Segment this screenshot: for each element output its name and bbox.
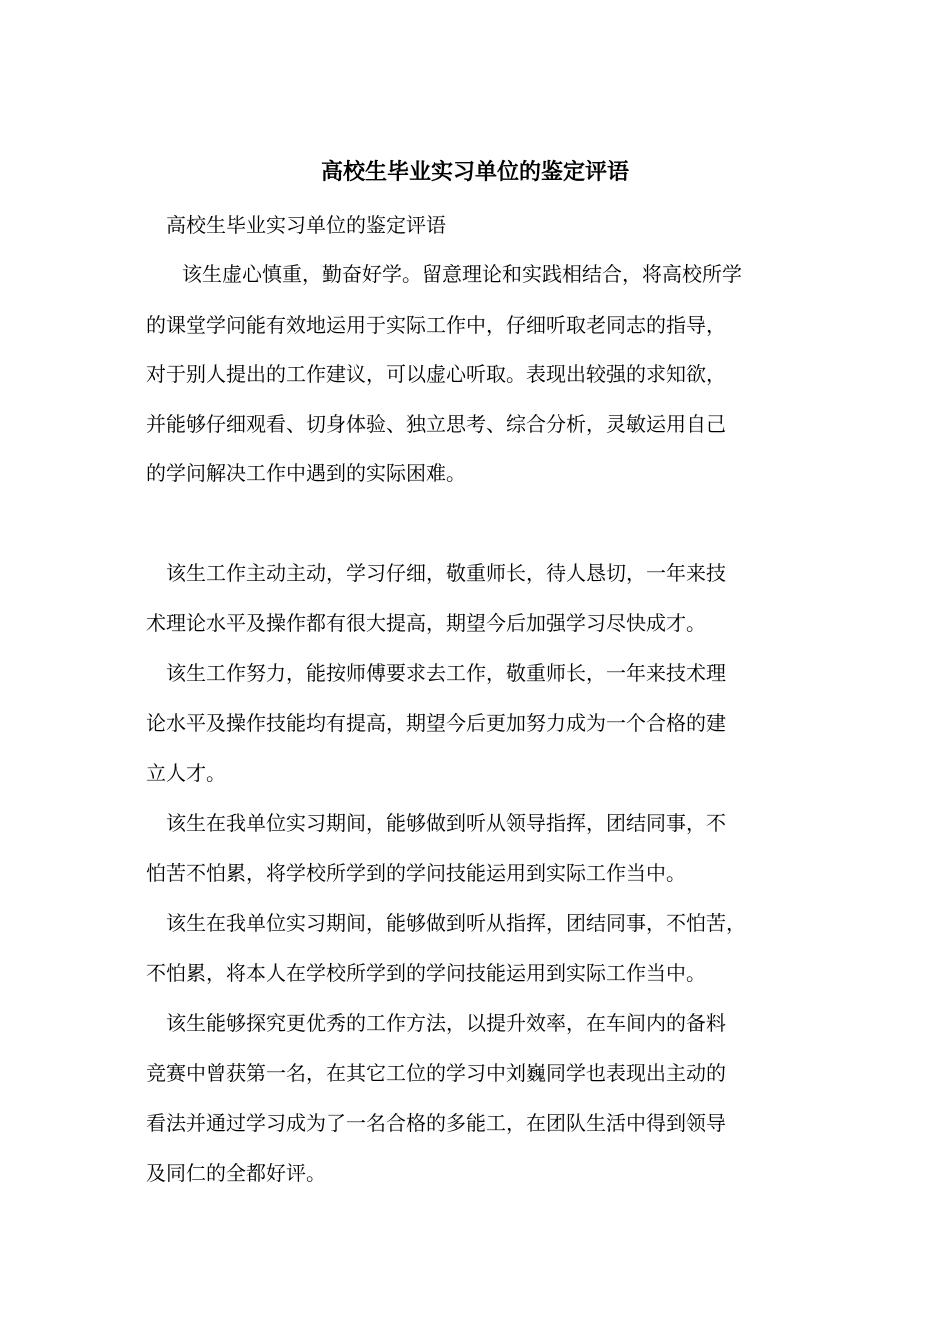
paragraph-line: 对于别人提出的工作建议，可以虚心听取。表现出较强的求知欲， — [146, 362, 726, 386]
document-subtitle: 高校生毕业实习单位的鉴定评语 — [166, 213, 446, 237]
paragraph-line: 并能够仔细观看、切身体验、独立思考、综合分析，灵敏运用自己 — [146, 412, 726, 436]
paragraph-line: 不怕累，将本人在学校所学到的学问技能运用到实际工作当中。 — [146, 961, 706, 985]
paragraph-line: 论水平及操作技能均有提高，期望今后更加努力成为一个合格的建 — [146, 711, 726, 735]
paragraph-line: 该生工作主动主动，学习仔细，敬重师长，待人恳切，一年来技 — [166, 561, 726, 585]
paragraph-line: 及同仁的全都好评。 — [146, 1161, 326, 1185]
paragraph-line: 立人才。 — [146, 761, 226, 785]
paragraph-line: 怕苦不怕累，将学校所学到的学问技能运用到实际工作当中。 — [146, 861, 686, 885]
paragraph-line: 该生能够探究更优秀的工作方法，以提升效率，在车间内的备料 — [166, 1011, 726, 1035]
paragraph-line: 该生工作努力，能按师傅要求去工作，敬重师长，一年来技术理 — [166, 661, 726, 685]
paragraph-line: 该生在我单位实习期间，能够做到听从领导指挥，团结同事，不 — [166, 811, 726, 835]
paragraph-line: 术理论水平及操作都有很大提高，期望今后加强学习尽快成才。 — [146, 611, 706, 635]
paragraph-line: 看法并通过学习成为了一名合格的多能工，在团队生活中得到领导 — [146, 1111, 726, 1135]
paragraph-line: 该生虚心慎重，勤奋好学。留意理论和实践相结合，将高校所学 — [182, 262, 742, 286]
document-title: 高校生毕业实习单位的鉴定评语 — [320, 159, 629, 185]
paragraph-line: 的学问解决工作中遇到的实际困难。 — [146, 461, 466, 485]
paragraph-line: 该生在我单位实习期间，能够做到听从指挥，团结同事，不怕苦， — [166, 911, 746, 935]
paragraph-line: 竞赛中曾获第一名，在其它工位的学习中刘巍同学也表现出主动的 — [146, 1061, 726, 1085]
paragraph-line: 的课堂学问能有效地运用于实际工作中，仔细听取老同志的指导， — [146, 313, 726, 337]
